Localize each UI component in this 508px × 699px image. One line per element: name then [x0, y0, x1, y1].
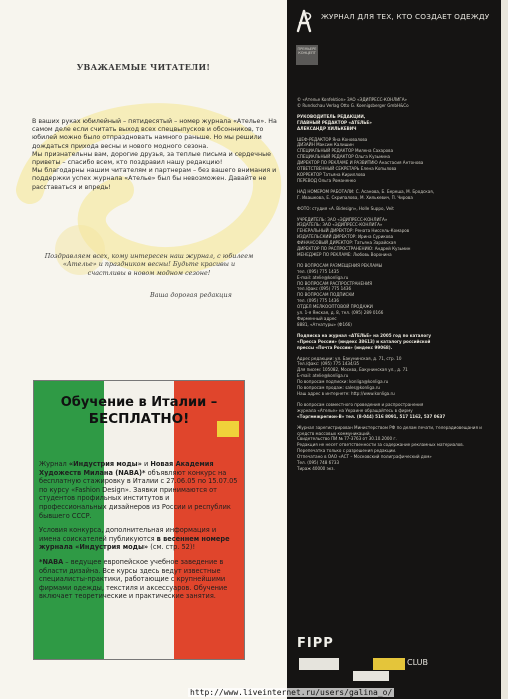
- imprint-block: [297, 97, 493, 472]
- editorial-signature: Ваша дорогая редакция: [150, 291, 232, 299]
- ad-title: [34, 394, 244, 428]
- imprint-line: ПО ВОПРОСАМ РАЗМЕЩЕНИЯ РЕКЛАМЫ: [297, 262, 383, 268]
- ad-text: – ведущее европейское учебное заведение в области дизайна. Все курсы здесь ведут известные специалисты-практики, работающие с крупнейшими фирмами одежды, текстиля и аксессуаров. Обучение включает теоретические и практические занятия.: [39, 557, 228, 601]
- imprint-line: УЧРЕДИТЕЛЬ: ЗАО «ЭДИПРЕСС-КОНЛИГА»: [297, 216, 388, 222]
- imprint-line: ИЗДАТЕЛЬСКИЙ ДИРЕКТОР: Ирина Сурикова: [297, 234, 394, 240]
- ad-title-free: БЕСПЛАТНО!: [88, 411, 190, 427]
- ad-text: (см. стр. 52)!: [148, 543, 196, 552]
- imprint-line: © «Ателье Konfektion» ЗАО «ЭДИПРЕСС-КОНЛИГА»: [297, 97, 408, 102]
- ad-magazine-name: «Индустрия моды»: [68, 460, 142, 468]
- fipp-logo: FIPP: [297, 636, 334, 651]
- partner-logo: [353, 671, 389, 681]
- imprint-line: журнала «Ателье» на Украине обращайтесь в фирму: [297, 407, 413, 413]
- ad-text: Журнал: [39, 460, 69, 468]
- ad-text: объявляют конкурс на бесплатную стажировку в Италии с 27.06.05 по 15.07.05 по курсу «Fashion Design». Заявки принимаются от студентов профильных институтов и профессиональных дизайнеров из России и республик бывшего СССР.: [39, 468, 238, 520]
- imprint-line: ПО ВОПРОСАМ ПОДПИСКИ: [297, 292, 355, 298]
- imprint-line: ИЗДАТЕЛЬ: ЗАО «ЭДИПРЕСС-КОНЛИГА»: [297, 222, 383, 228]
- ad-footnote-label: *NABA: [39, 557, 64, 566]
- imprint-heading: АЛЕКСАНДР ХИЛЬКЕВИЧ: [297, 125, 357, 131]
- ad-text: Условия конкурса, дополнительная информация и имена соискателей публикуются: [39, 526, 217, 543]
- imprint-line: Для писем: 105082, Москва, Бакунинская ул., д. 71: [297, 367, 408, 373]
- imprint-line: Фирменный адрес: [297, 316, 337, 321]
- greeting-title: УВАЖАЕМЫЕ ЧИТАТЕЛИ!: [76, 62, 211, 72]
- imprint-line: ПЕРЕВОД Ольга Романенко: [297, 177, 356, 183]
- ad-paragraph: [39, 460, 239, 520]
- imprint-line: тел. (095) 775 1436: [297, 298, 339, 304]
- imprint-line: ФОТО: студия «A. Bidesign», Holle Suppo, Veit: [297, 205, 394, 211]
- letter-paragraph: Мы благодарны нашим читателям и партнерам – без вашего внимания и поддержки успех журнала «Ателье» был бы невозможен. Давайте не расставаться и впредь!: [32, 167, 277, 191]
- closing-note: Поздравляем всех, кому интересен наш журнал, с юбилеем «Ателье» и праздником весны! Будьте красивы и счастливы в новом модном сезоне!: [44, 252, 254, 277]
- imprint-line: ул. 1-я Ямская, д. 8, тел. (095) 289 0166: [297, 310, 384, 316]
- partner-logo: [299, 658, 339, 670]
- partner-logos: [287, 630, 501, 690]
- imprint-heading: «Торгмежрегион-В» тел. (8-044) 516 8091, 517 1162, 537 0637: [297, 413, 446, 419]
- imprint-line: ПО ВОПРОСАМ РАСПРОСТРАНЕНИЯ: [297, 280, 373, 286]
- source-watermark: http://www.liveinternet.ru/users/galina_o/: [190, 688, 393, 697]
- editorial-letter: [32, 118, 280, 192]
- italy-study-ad: [33, 380, 245, 660]
- page-edge: [501, 0, 508, 699]
- ad-footnote: [39, 558, 239, 601]
- ad-text: и: [141, 460, 151, 468]
- imprint-line: Редакция не несет ответственности за содержание рекламных материалов. Перепечатка только с разрешения редакции.: [297, 442, 464, 454]
- imprint-line: ДИРЕКТОР ПО РАСПРОСТРАНЕНИЮ: Андрей Кузьмин: [297, 246, 411, 252]
- imprint-line: ДИРЕКТОР ПО РЕКЛАМЕ И РАЗВИТИЮ Анастасия Антонова: [297, 160, 424, 166]
- imprint-line: СПЕЦИАЛЬНЫЙ РЕДАКТОР Милена Сахарова: [297, 148, 394, 154]
- imprint-line: ОТВЕТСТВЕННЫЙ СЕКРЕТАРЬ Елена Копылова: [297, 166, 397, 172]
- ad-issue-reference: в весеннем номере журнала «Индустрия моды»: [39, 534, 230, 552]
- imprint-line: тел./факс (095) 775 1436: [297, 286, 352, 292]
- imprint-line: ДИЗАЙН Максим Калишин: [297, 142, 354, 148]
- imprint-line: E-mail: atelie@konliga.ru: [297, 274, 349, 280]
- imprint-line: Журнал зарегистрирован Министерством РФ по делам печати, телерадиовещания и средств массовых коммуникаций.: [297, 424, 482, 436]
- imprint-line: Тел./факс: (095) 775 1434/35: [297, 361, 360, 367]
- imprint-line: Тел. (095) 748 6733: [297, 460, 340, 466]
- imprint-line: МЕНЕДЖЕР ПО РЕКЛАМЕ: Любовь Воронина: [297, 251, 392, 257]
- ad-body: [39, 460, 239, 607]
- ad-academy-name: Новая Академия Художеств Милана (NABA)*: [39, 460, 214, 477]
- imprint-line: ШЕФ-РЕДАКТОР Яна Коновалова: [297, 136, 368, 142]
- imprint-line: По вопросам подписки: konliga@konliga.ru: [297, 379, 389, 385]
- imprint-heading: ГЛАВНЫЙ РЕДАКТОР «АТЕЛЬЕ»: [297, 119, 372, 125]
- imprint-page: [287, 0, 501, 699]
- imprint-line: Наш адрес в интернете: http://www.konliga.ru: [297, 390, 395, 396]
- imprint-line: тел. (095) 775 1435: [297, 268, 339, 274]
- imprint-line: СПЕЦИАЛЬНЫЙ РЕДАКТОР Ольга Кузьмина: [297, 154, 391, 160]
- imprint-line: Г. Ивашкова, Е. Скрипалова, М. Хилькевич, П. Чирова: [297, 194, 413, 200]
- imprint-line: Свидетельство ПИ № 77-3763 от 30.10.2000 г.: [297, 436, 397, 442]
- ad-paragraph: [39, 526, 239, 552]
- premiere-badge: ПРЕМЬЕРЕ КОНЦЕПТ: [296, 45, 318, 65]
- atelie-logo-icon: [294, 9, 314, 33]
- imprint-line: © Rundschau Verlag Otto G. Koenigsberger GmbH&Co: [297, 102, 409, 108]
- imprint-heading: «Пресса России» (индекс 38613) и каталогу российской: [297, 338, 431, 344]
- imprint-line: НАД НОМЕРОМ РАБОТАЛИ: С. Асанова, Б. Береша, М. Бродская,: [297, 188, 435, 194]
- imprint-heading: РУКОВОДИТЕЛЬ РЕДАКЦИИ,: [297, 113, 366, 119]
- imprint-line: По вопросам совместного проведения и распространения: [297, 401, 424, 407]
- imprint-line: ГЕНЕРАЛЬНЫЙ ДИРЕКТОР: Рената Ниссель-Комаров: [297, 228, 410, 234]
- imprint-line: КОРРЕКТОР Татьяна Кириллова: [297, 171, 366, 177]
- imprint-heading: прессы «Почта России» (индекс 99068).: [297, 344, 393, 350]
- letter-paragraph: В ваших руках юбилейный – пятидесятый – номер журнала «Ателье». На самом деле если считать выход всех спецвыпусков и обсонников, то юбилей можно было отпраздновать намного раньше. Но мы решили дождаться прихода весны и нового модного сезона.: [32, 118, 277, 150]
- imprint-line: ОТДЕЛ МЕЛКООПТОВОЙ ПРОДАЖИ: [297, 304, 373, 310]
- imprint-line: По вопросам продаж: sales@konliga.ru: [297, 385, 381, 391]
- imprint-line: 8881, «Атнатуры» (Ф166): [297, 321, 352, 327]
- imprint-line: Адрес редакции: ул. Бакунинская, д. 71, стр. 10: [297, 355, 402, 361]
- imprint-line: Отпечатано в ОАО «АСТ – Московский полиграфический дом»: [297, 454, 432, 460]
- imprint-line: Тираж 40000 экз.: [297, 465, 335, 471]
- imprint-line: ФИНАНСОВЫЙ ДИРЕКТОР: Татьяна Зарайская: [297, 240, 396, 246]
- partner-logo: [373, 658, 405, 670]
- imprint-line: E-mail: atelie@konliga.ru: [297, 373, 349, 379]
- magazine-tagline: ЖУРНАЛ ДЛЯ ТЕХ, КТО СОЗДАЕТ ОДЕЖДУ: [321, 12, 490, 21]
- letter-paragraph: Мы признательны вам, дорогие друзья, за теплые письма и сердечные приветы – спасибо всем, кто поздравил нашу редакцию!: [32, 150, 271, 167]
- imprint-heading: Подписка на журнал «АТЕЛЬЕ» на 2005 год по каталогу: [297, 332, 432, 338]
- club-logo: CLUB: [407, 658, 428, 667]
- ad-title-line1: Обучение в Италии –: [60, 395, 218, 410]
